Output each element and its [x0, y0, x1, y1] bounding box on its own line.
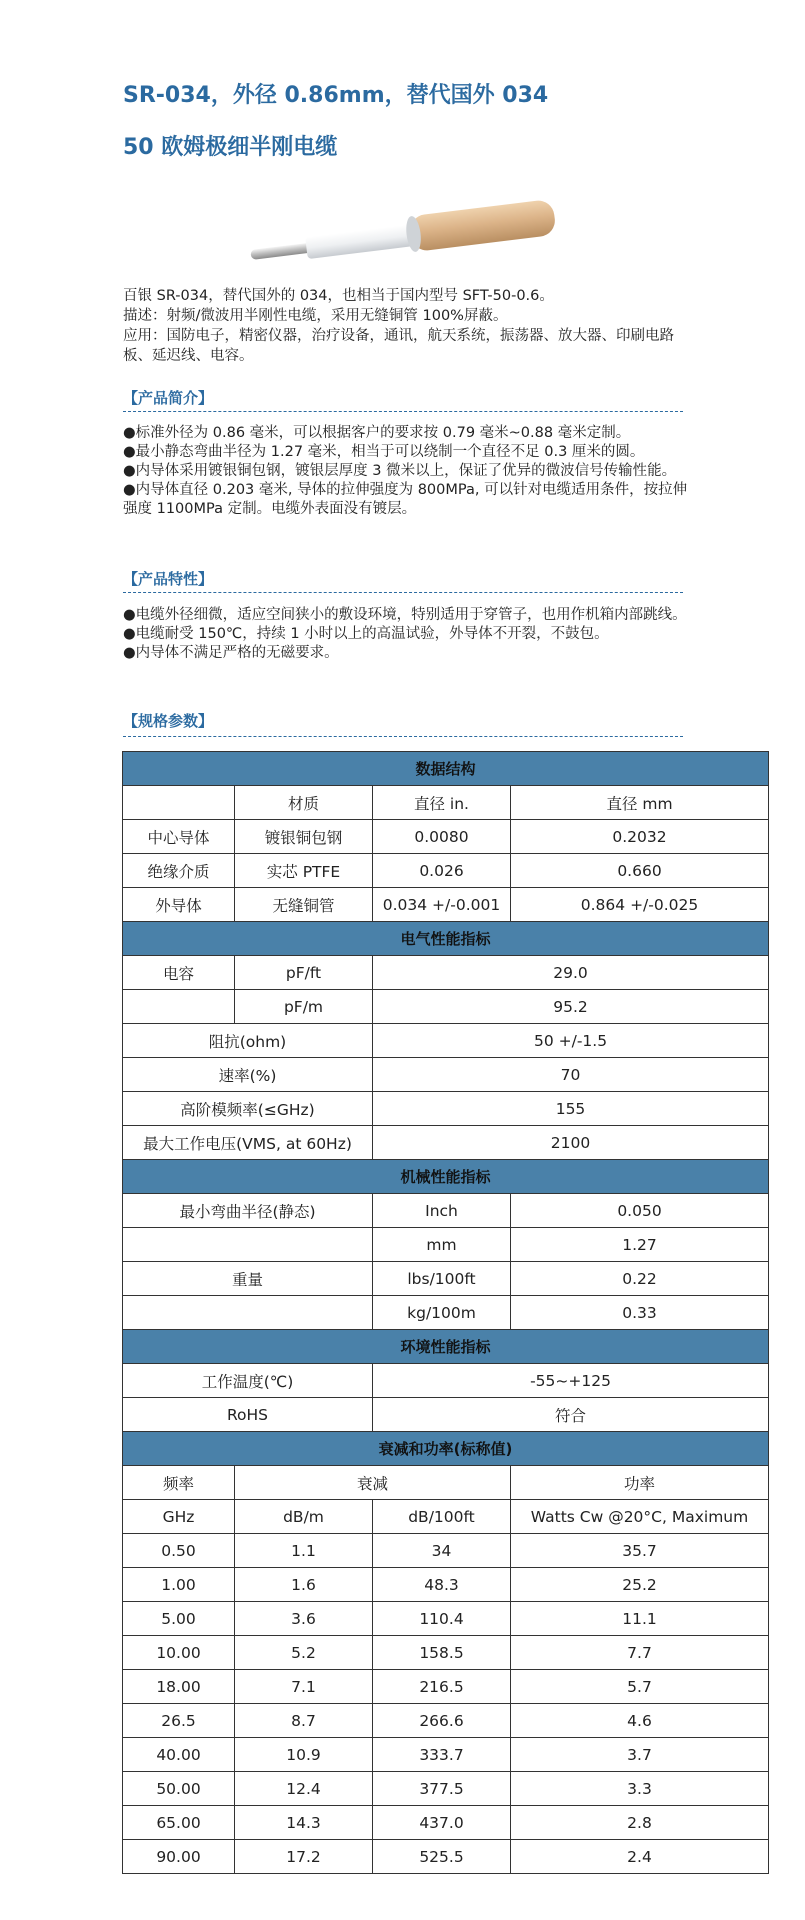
- cable-product-image: [245, 195, 565, 265]
- mechanical-header: 机械性能指标: [123, 1160, 769, 1194]
- list-item: ●内导体直径 0.203 毫米, 导体的拉伸强度为 800MPa, 可以针对电缆适用条件，按拉伸强度 1100MPa 定制。电缆外表面没有镀层。: [123, 482, 688, 517]
- table-section-header: [123, 1432, 769, 1466]
- section-heading-specs: 【规格参数】: [123, 712, 214, 730]
- table-row: 外导体 无缝铜管 0.034 +/-0.001 0.864 +/-0.025: [123, 888, 769, 922]
- table-row: 速率(%) 70: [123, 1058, 769, 1092]
- section-heading-intro: 【产品简介】: [123, 389, 214, 407]
- list-item: ●电缆耐受 150℃，持续 1 小时以上的高温试验，外导体不开裂，不鼓包。: [123, 626, 609, 642]
- table-row: 0.50 1.1 34 35.7: [123, 1534, 769, 1568]
- attenuation-header: 衰减和功率(标称值): [123, 1432, 769, 1466]
- structure-header: 数据结构: [123, 752, 769, 786]
- table-row: 重量 lbs/100ft 0.22: [123, 1262, 769, 1296]
- intro-bullet-list: [123, 424, 695, 519]
- table-row: 10.00 5.2 158.5 7.7: [123, 1636, 769, 1670]
- list-item: ●内导体不满足严格的无磁要求。: [123, 645, 339, 661]
- table-row: 中心导体 镀银铜包钢 0.0080 0.2032: [123, 820, 769, 854]
- intro-line: 应用：国防电子，精密仪器，治疗设备，通讯，航天系统，振荡器、放大器、印刷电路板、延迟线、电容。: [123, 328, 674, 364]
- list-item: ●最小静态弯曲半径为 1.27 毫米，相当于可以绕制一个直径不足 0.3 厘米的圆。: [123, 444, 645, 460]
- feature-bullet-list: [123, 606, 695, 663]
- electrical-header: 电气性能指标: [123, 922, 769, 956]
- list-item: ●内导体采用镀银铜包钢，镀银层厚度 3 微米以上，保证了优异的微波信号传输性能。: [123, 463, 677, 479]
- product-description: [123, 286, 695, 366]
- table-row: kg/100m 0.33: [123, 1296, 769, 1330]
- table-row: 50.00 12.4 377.5 3.3: [123, 1772, 769, 1806]
- intro-line: 描述：射频/微波用半刚性电缆，采用无缝铜管 100%屏蔽。: [123, 308, 508, 324]
- page-subtitle: 50 欧姆极细半刚电缆: [123, 135, 338, 160]
- spec-table: [122, 751, 769, 1874]
- table-row: GHz dB/m dB/100ft Watts Cw @20°C, Maximum: [123, 1500, 769, 1534]
- table-section-header: [123, 1160, 769, 1194]
- list-item: ●标准外径为 0.86 毫米，可以根据客户的要求按 0.79 毫米~0.88 毫米定制。: [123, 425, 631, 441]
- table-row: 阻抗(ohm) 50 +/-1.5: [123, 1024, 769, 1058]
- table-section-header: [123, 1330, 769, 1364]
- page-title: SR-034，外径 0.86mm，替代国外 034: [123, 83, 549, 108]
- table-row: RoHS 符合: [123, 1398, 769, 1432]
- table-row: 18.00 7.1 216.5 5.7: [123, 1670, 769, 1704]
- list-item: ●电缆外径细微，适应空间狭小的敷设环境，特别适用于穿管子，也用作机箱内部跳线。: [123, 607, 687, 623]
- table-row: 40.00 10.9 333.7 3.7: [123, 1738, 769, 1772]
- table-row: 工作温度(℃) -55~+125: [123, 1364, 769, 1398]
- table-row: 最大工作电压(VMS, at 60Hz) 2100: [123, 1126, 769, 1160]
- table-row: 绝缘介质 实芯 PTFE 0.026 0.660: [123, 854, 769, 888]
- intro-line: 百银 SR-034，替代国外的 034，也相当于国内型号 SFT-50-0.6。: [123, 288, 554, 304]
- table-row: 26.5 8.7 266.6 4.6: [123, 1704, 769, 1738]
- table-row: pF/m 95.2: [123, 990, 769, 1024]
- table-row: 5.00 3.6 110.4 11.1: [123, 1602, 769, 1636]
- table-row: 电容 pF/ft 29.0: [123, 956, 769, 990]
- table-section-header: [123, 752, 769, 786]
- table-row: 最小弯曲半径(静态) Inch 0.050: [123, 1194, 769, 1228]
- table-row: 材质 直径 in. 直径 mm: [123, 786, 769, 820]
- table-row: 1.00 1.6 48.3 25.2: [123, 1568, 769, 1602]
- table-row: mm 1.27: [123, 1228, 769, 1262]
- table-row: 高阶模频率(≤GHz) 155: [123, 1092, 769, 1126]
- table-row: 频率 衰减 功率: [123, 1466, 769, 1500]
- section-heading-features: 【产品特性】: [123, 570, 214, 588]
- table-row: 90.00 17.2 525.5 2.4: [123, 1840, 769, 1874]
- environment-header: 环境性能指标: [123, 1330, 769, 1364]
- section-divider: [123, 736, 683, 737]
- table-section-header: [123, 922, 769, 956]
- section-divider: [123, 411, 683, 412]
- table-row: 65.00 14.3 437.0 2.8: [123, 1806, 769, 1840]
- section-divider: [123, 592, 683, 593]
